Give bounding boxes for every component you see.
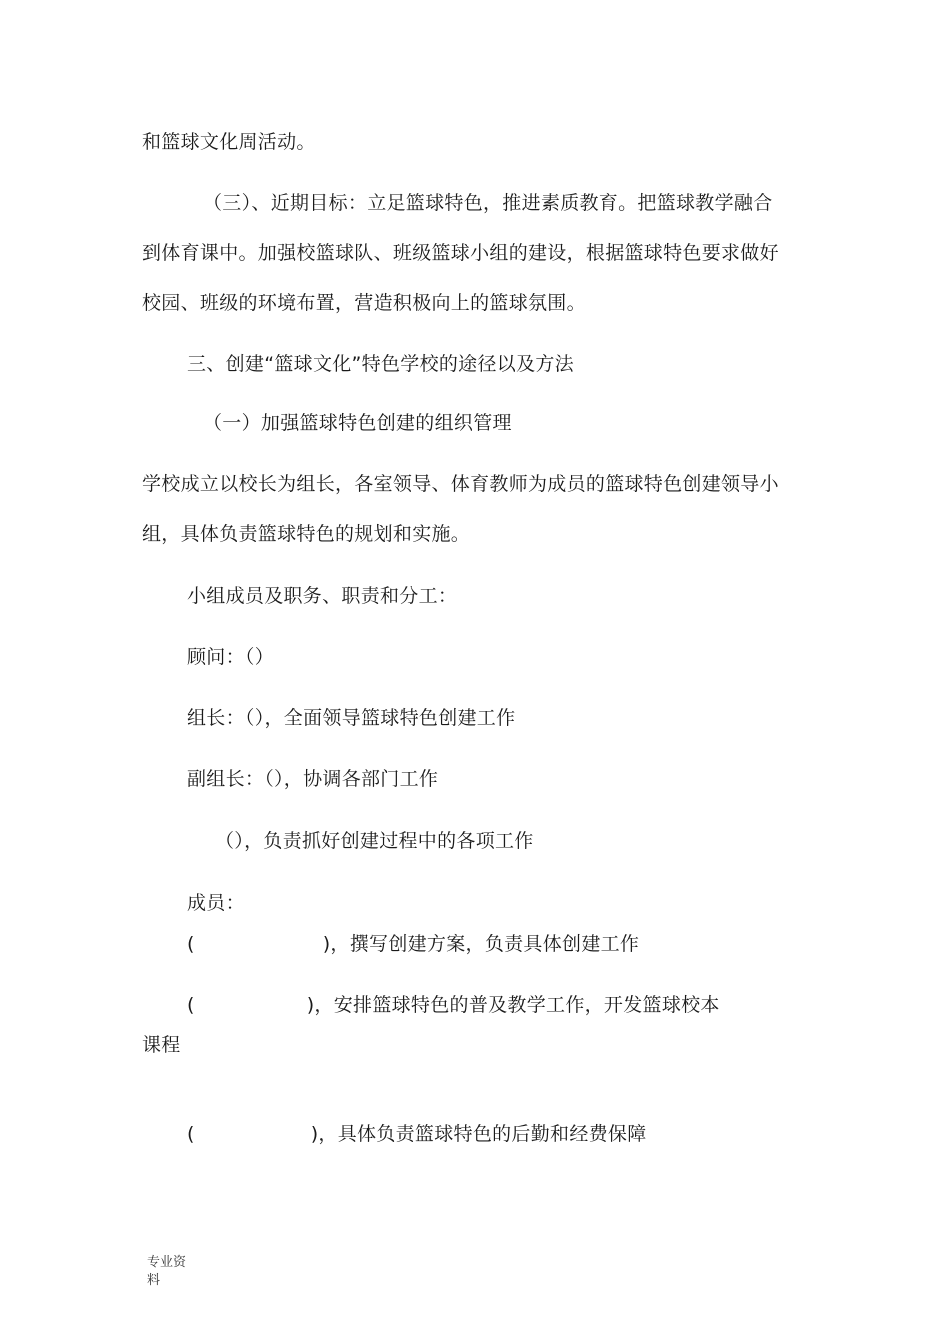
member-duty: )，安排篮球特色的普及教学工作，开发篮球校本 [306, 994, 720, 1016]
member-open-paren: ( [187, 1123, 195, 1145]
page-footer [147, 1254, 186, 1290]
role-line: （），负责抓好创建过程中的各项工作 [215, 830, 534, 852]
member-line [187, 1122, 647, 1146]
paragraph-line: 到体育课中。加强校篮球队、班级篮球小组的建设，根据篮球特色要求做好 [142, 242, 779, 264]
member-duty: )，撰写创建方案，负责具体创建工作 [322, 933, 640, 955]
paragraph-line: 小组成员及职务、职责和分工： [187, 585, 458, 607]
subsection-heading: （一）加强篮球特色创建的组织管理 [203, 412, 512, 434]
paragraph-line: 校园、班级的环境布置，营造积极向上的篮球氛围。 [142, 292, 586, 314]
member-open-paren: ( [187, 994, 195, 1016]
footer-line: 专业资 [147, 1255, 187, 1270]
member-open-paren: ( [187, 933, 195, 955]
role-line: 顾问：（） [187, 646, 275, 668]
role-line: 组长：（），全面领导篮球特色创建工作 [187, 707, 516, 729]
paragraph-line: 学校成立以校长为组长，各室领导、体育教师为成员的篮球特色创建领导小 [142, 473, 779, 495]
paragraph-line: 组，具体负责篮球特色的规划和实施。 [142, 523, 471, 545]
footer-line: 料 [147, 1273, 161, 1288]
role-line: 成员： [187, 892, 245, 914]
role-line: 副组长：（），协调各部门工作 [187, 768, 439, 790]
section-heading: 三、创建“篮球文化”特色学校的途径以及方法 [187, 353, 574, 375]
member-duty: )，具体负责篮球特色的后勤和经费保障 [310, 1123, 647, 1145]
member-line [187, 993, 720, 1017]
member-line [187, 932, 639, 956]
paragraph-line: 和篮球文化周活动。 [142, 131, 316, 153]
paragraph-line: （三）、近期目标：立足篮球特色，推进素质教育。把篮球教学融合 [203, 192, 773, 214]
paragraph-line: 课程 [142, 1034, 181, 1056]
